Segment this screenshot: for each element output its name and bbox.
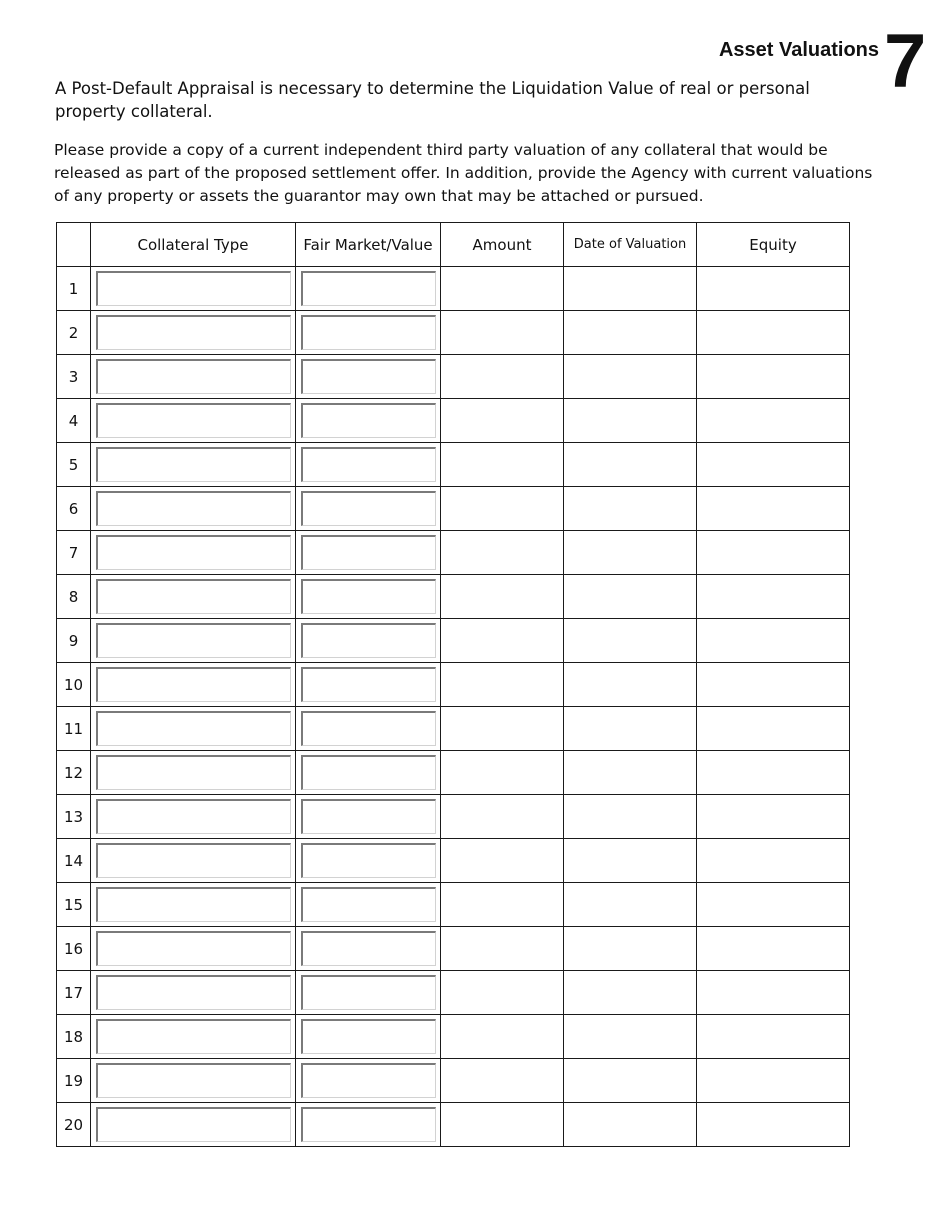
fair-market-value-input[interactable] [301,975,436,1010]
collateral-type-cell [91,1103,296,1147]
row-number: 19 [57,1059,91,1103]
collateral-type-input[interactable] [96,711,291,746]
date-of-valuation-cell [564,267,697,311]
amount-cell [441,707,564,751]
amount-cell [441,311,564,355]
row-number: 18 [57,1015,91,1059]
collateral-type-cell [91,751,296,795]
date-of-valuation-cell [564,663,697,707]
equity-cell [697,751,850,795]
table-row [57,575,850,619]
fair-market-value-input[interactable] [301,711,436,746]
table-row [57,707,850,751]
table-body [57,267,850,1147]
amount-cell [441,443,564,487]
collateral-type-input[interactable] [96,535,291,570]
collateral-type-cell [91,1015,296,1059]
collateral-type-input[interactable] [96,271,291,306]
collateral-type-input[interactable] [96,667,291,702]
date-of-valuation-cell [564,619,697,663]
amount-cell [441,575,564,619]
table-row [57,487,850,531]
fair-market-value-input[interactable] [301,315,436,350]
date-of-valuation-cell [564,355,697,399]
fair-market-value-cell [296,355,441,399]
fair-market-value-input[interactable] [301,799,436,834]
header-date-of-valuation: Date of Valuation [564,223,697,267]
fair-market-value-cell [296,1015,441,1059]
fair-market-value-input[interactable] [301,931,436,966]
intro-paragraph-valuation-request: Please provide a copy of a current independent third party valuation of any collateral that would be released as part of the proposed settlement offer. In addition, provide the Agency with current valuations of any property or assets the guarantor may own that may be attached or pursued. [54,141,873,205]
equity-cell [697,839,850,883]
header-collateral-type: Collateral Type [91,223,296,267]
asset-valuations-table [56,222,850,1147]
amount-cell [441,267,564,311]
fair-market-value-input[interactable] [301,755,436,790]
collateral-type-input[interactable] [96,579,291,614]
amount-cell [441,663,564,707]
fair-market-value-input[interactable] [301,271,436,306]
fair-market-value-cell [296,1103,441,1147]
table-row [57,399,850,443]
amount-cell [441,619,564,663]
collateral-type-input[interactable] [96,1107,291,1142]
row-number: 3 [57,355,91,399]
table-row [57,531,850,575]
fair-market-value-cell [296,663,441,707]
row-number: 17 [57,971,91,1015]
date-of-valuation-cell [564,927,697,971]
table-row [57,311,850,355]
fair-market-value-cell [296,883,441,927]
equity-cell [697,707,850,751]
fair-market-value-input[interactable] [301,623,436,658]
fair-market-value-input[interactable] [301,491,436,526]
table-row [57,619,850,663]
table-row [57,751,850,795]
fair-market-value-cell [296,399,441,443]
amount-cell [441,927,564,971]
intro-paragraph-appraisal: A Post-Default Appraisal is necessary to determine the Liquidation Value of real or personal property collateral. [55,79,810,121]
collateral-type-input[interactable] [96,975,291,1010]
row-number: 1 [57,267,91,311]
table-row [57,927,850,971]
fair-market-value-cell [296,839,441,883]
date-of-valuation-cell [564,795,697,839]
equity-cell [697,971,850,1015]
collateral-type-cell [91,707,296,751]
row-number: 14 [57,839,91,883]
amount-cell [441,751,564,795]
amount-cell [441,971,564,1015]
collateral-type-input[interactable] [96,491,291,526]
amount-cell [441,839,564,883]
fair-market-value-cell [296,619,441,663]
row-number: 7 [57,531,91,575]
fair-market-value-input[interactable] [301,1063,436,1098]
date-of-valuation-cell [564,1103,697,1147]
collateral-type-cell [91,839,296,883]
collateral-type-input[interactable] [96,843,291,878]
collateral-type-input[interactable] [96,755,291,790]
fair-market-value-input[interactable] [301,887,436,922]
table-row [57,663,850,707]
fair-market-value-cell [296,311,441,355]
table-row [57,1015,850,1059]
equity-cell [697,1103,850,1147]
fair-market-value-cell [296,927,441,971]
collateral-type-input[interactable] [96,315,291,350]
header-row-number [57,223,91,267]
equity-cell [697,795,850,839]
amount-cell [441,487,564,531]
collateral-type-cell [91,663,296,707]
equity-cell [697,487,850,531]
date-of-valuation-cell [564,751,697,795]
fair-market-value-cell [296,487,441,531]
fair-market-value-cell [296,795,441,839]
fair-market-value-input[interactable] [301,447,436,482]
amount-cell [441,1059,564,1103]
row-number: 8 [57,575,91,619]
equity-cell [697,443,850,487]
collateral-type-input[interactable] [96,403,291,438]
fair-market-value-cell [296,1059,441,1103]
amount-cell [441,883,564,927]
date-of-valuation-cell [564,1015,697,1059]
fair-market-value-input[interactable] [301,535,436,570]
collateral-type-cell [91,619,296,663]
table-row [57,443,850,487]
collateral-type-input[interactable] [96,1063,291,1098]
collateral-type-cell [91,795,296,839]
row-number: 6 [57,487,91,531]
table-row [57,883,850,927]
date-of-valuation-cell [564,399,697,443]
section-number: 7 [884,19,927,104]
collateral-type-cell [91,311,296,355]
section-title: Asset Valuations [718,39,879,61]
fair-market-value-input[interactable] [301,667,436,702]
fair-market-value-input[interactable] [301,1107,436,1142]
table-row [57,795,850,839]
date-of-valuation-cell [564,883,697,927]
equity-cell [697,663,850,707]
row-number: 20 [57,1103,91,1147]
table-row [57,1059,850,1103]
equity-cell [697,311,850,355]
date-of-valuation-cell [564,839,697,883]
fair-market-value-cell [296,707,441,751]
row-number: 11 [57,707,91,751]
table-row [57,1103,850,1147]
collateral-type-cell [91,575,296,619]
date-of-valuation-cell [564,531,697,575]
equity-cell [697,883,850,927]
date-of-valuation-cell [564,1059,697,1103]
row-number: 2 [57,311,91,355]
table-row [57,267,850,311]
collateral-type-input[interactable] [96,623,291,658]
collateral-type-cell [91,883,296,927]
fair-market-value-input[interactable] [301,843,436,878]
equity-cell [697,619,850,663]
date-of-valuation-cell [564,487,697,531]
header-amount: Amount [441,223,564,267]
collateral-type-cell [91,927,296,971]
date-of-valuation-cell [564,311,697,355]
collateral-type-input[interactable] [96,931,291,966]
collateral-type-cell [91,531,296,575]
fair-market-value-input[interactable] [301,1019,436,1054]
date-of-valuation-cell [564,707,697,751]
equity-cell [697,531,850,575]
collateral-type-input[interactable] [96,887,291,922]
row-number: 10 [57,663,91,707]
row-number: 9 [57,619,91,663]
amount-cell [441,355,564,399]
fair-market-value-input[interactable] [301,403,436,438]
header-equity: Equity [697,223,850,267]
collateral-type-input[interactable] [96,799,291,834]
amount-cell [441,399,564,443]
amount-cell [441,1103,564,1147]
row-number: 5 [57,443,91,487]
table-row [57,355,850,399]
collateral-type-input[interactable] [96,447,291,482]
fair-market-value-input[interactable] [301,359,436,394]
amount-cell [441,531,564,575]
table-header-row [57,223,850,267]
collateral-type-input[interactable] [96,359,291,394]
fair-market-value-cell [296,971,441,1015]
date-of-valuation-cell [564,971,697,1015]
fair-market-value-cell [296,751,441,795]
header-fair-market-value: Fair Market/Value [296,223,441,267]
collateral-type-cell [91,443,296,487]
equity-cell [697,927,850,971]
equity-cell [697,355,850,399]
equity-cell [697,267,850,311]
fair-market-value-cell [296,443,441,487]
fair-market-value-input[interactable] [301,579,436,614]
fair-market-value-cell [296,531,441,575]
collateral-type-cell [91,487,296,531]
equity-cell [697,575,850,619]
collateral-type-cell [91,1059,296,1103]
equity-cell [697,1015,850,1059]
amount-cell [441,1015,564,1059]
row-number: 15 [57,883,91,927]
collateral-type-input[interactable] [96,1019,291,1054]
table-row [57,971,850,1015]
row-number: 13 [57,795,91,839]
date-of-valuation-cell [564,443,697,487]
collateral-type-cell [91,267,296,311]
table-row [57,839,850,883]
row-number: 12 [57,751,91,795]
equity-cell [697,1059,850,1103]
fair-market-value-cell [296,267,441,311]
collateral-type-cell [91,399,296,443]
date-of-valuation-cell [564,575,697,619]
row-number: 16 [57,927,91,971]
collateral-type-cell [91,355,296,399]
fair-market-value-cell [296,575,441,619]
equity-cell [697,399,850,443]
collateral-type-cell [91,971,296,1015]
row-number: 4 [57,399,91,443]
amount-cell [441,795,564,839]
